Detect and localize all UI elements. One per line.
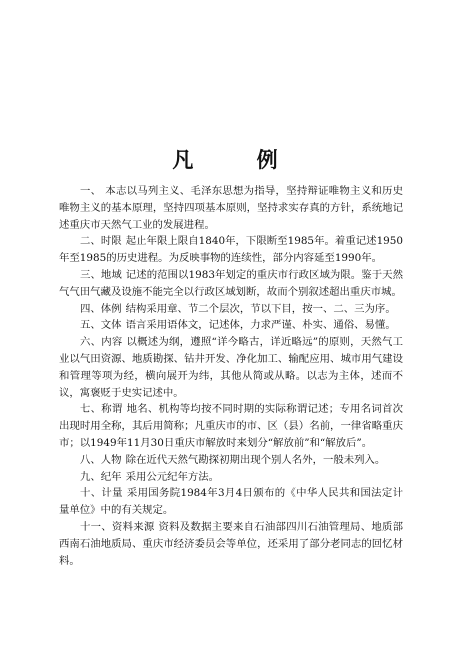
paragraph-text: 资料及数据主要来自石油部四川石油管理局、地质部西南石油地质局、重庆市经济委员会等单位，还采用了部分老同志的回忆材料。: [59, 520, 404, 567]
paragraph-heading: 四、体例: [80, 302, 122, 315]
page-title: 凡 例: [172, 147, 306, 172]
paragraph-text: 除在近代天然气勘探初期出现个别人名外，一般未列入。: [125, 453, 386, 466]
paragraph-heading: 十、计量: [80, 487, 123, 500]
paragraph: [59, 401, 403, 451]
paragraph-text: 采用公元纪年方法。: [125, 470, 220, 483]
paragraph-heading: 十一、资料来源: [80, 520, 155, 533]
document-body: [59, 183, 403, 569]
paragraph: [59, 452, 403, 469]
paragraph-text: 本志以马列主义、毛泽东思想为指导，坚持辩证唯物主义和历史唯物主义的基本原理，坚持四项基本原则，坚持求实存真的方针，系统地记述重庆市天然气工业的发展进程。: [59, 185, 404, 231]
paragraph-text: 记述的范围以1983年划定的重庆市行政区域为限。鉴于天然气气田气藏及设施不能完全以行政区域划断，故而个别叙述超出重庆市城。: [59, 268, 403, 298]
paragraph: [59, 519, 403, 569]
paragraph-text: 结构采用章、节二个层次，节以下目，按一、二、三为序。: [125, 302, 396, 315]
paragraph-heading: 五、文体: [80, 319, 122, 332]
paragraph-text: 起止年限上限自1840年，下限断至1985年。着重记述1950年至1985的历史进程。为反映事物的连续性，部分内容延至1990年。: [59, 235, 404, 265]
paragraph: [59, 485, 403, 519]
paragraph: [59, 317, 403, 334]
paragraph-text: 以概述为纲，遵照“详今略古，详近略远”的原则，天然气工业以气田资源、地质勘探、钻井开发、净化加工、输配应用、城市用气建设和管理等项为经，横向展开为纬，其他从简或从略。以志为主体，述而不议，寓褒贬于史实记述中。: [59, 336, 404, 399]
paragraph: [59, 233, 403, 267]
paragraph: [59, 301, 403, 318]
paragraph: [59, 469, 403, 486]
paragraph-heading: 三、地域: [80, 268, 122, 281]
paragraph-heading: 二、时限: [80, 235, 122, 248]
paragraph-heading: 八、人物: [80, 453, 122, 466]
paragraph-heading: 七、称谓: [80, 403, 123, 416]
paragraph-heading: 一、: [80, 185, 102, 197]
paragraph-text: 语言采用语体文，记述体，力求严谨、朴实、通俗、易懂。: [125, 319, 396, 332]
paragraph-heading: 九、纪年: [80, 470, 122, 483]
paragraph: [59, 183, 403, 233]
paragraph-text: 地名、机构等均按不同时期的实际称谓记述；专用名词首次出现时用全称，其后用简称；凡重庆市的市、区（县）名前，一律省略重庆市；以1949年11月30日重庆市解放时来划分“解放前”和“解放后”。: [59, 403, 404, 449]
paragraph: [59, 334, 403, 401]
paragraph: [59, 267, 403, 301]
paragraph-text: 采用国务院1984年3月4日颁布的《中华人民共和国法定计量单位》中的有关规定。: [59, 487, 403, 517]
paragraph-heading: 六、内容: [80, 336, 123, 349]
